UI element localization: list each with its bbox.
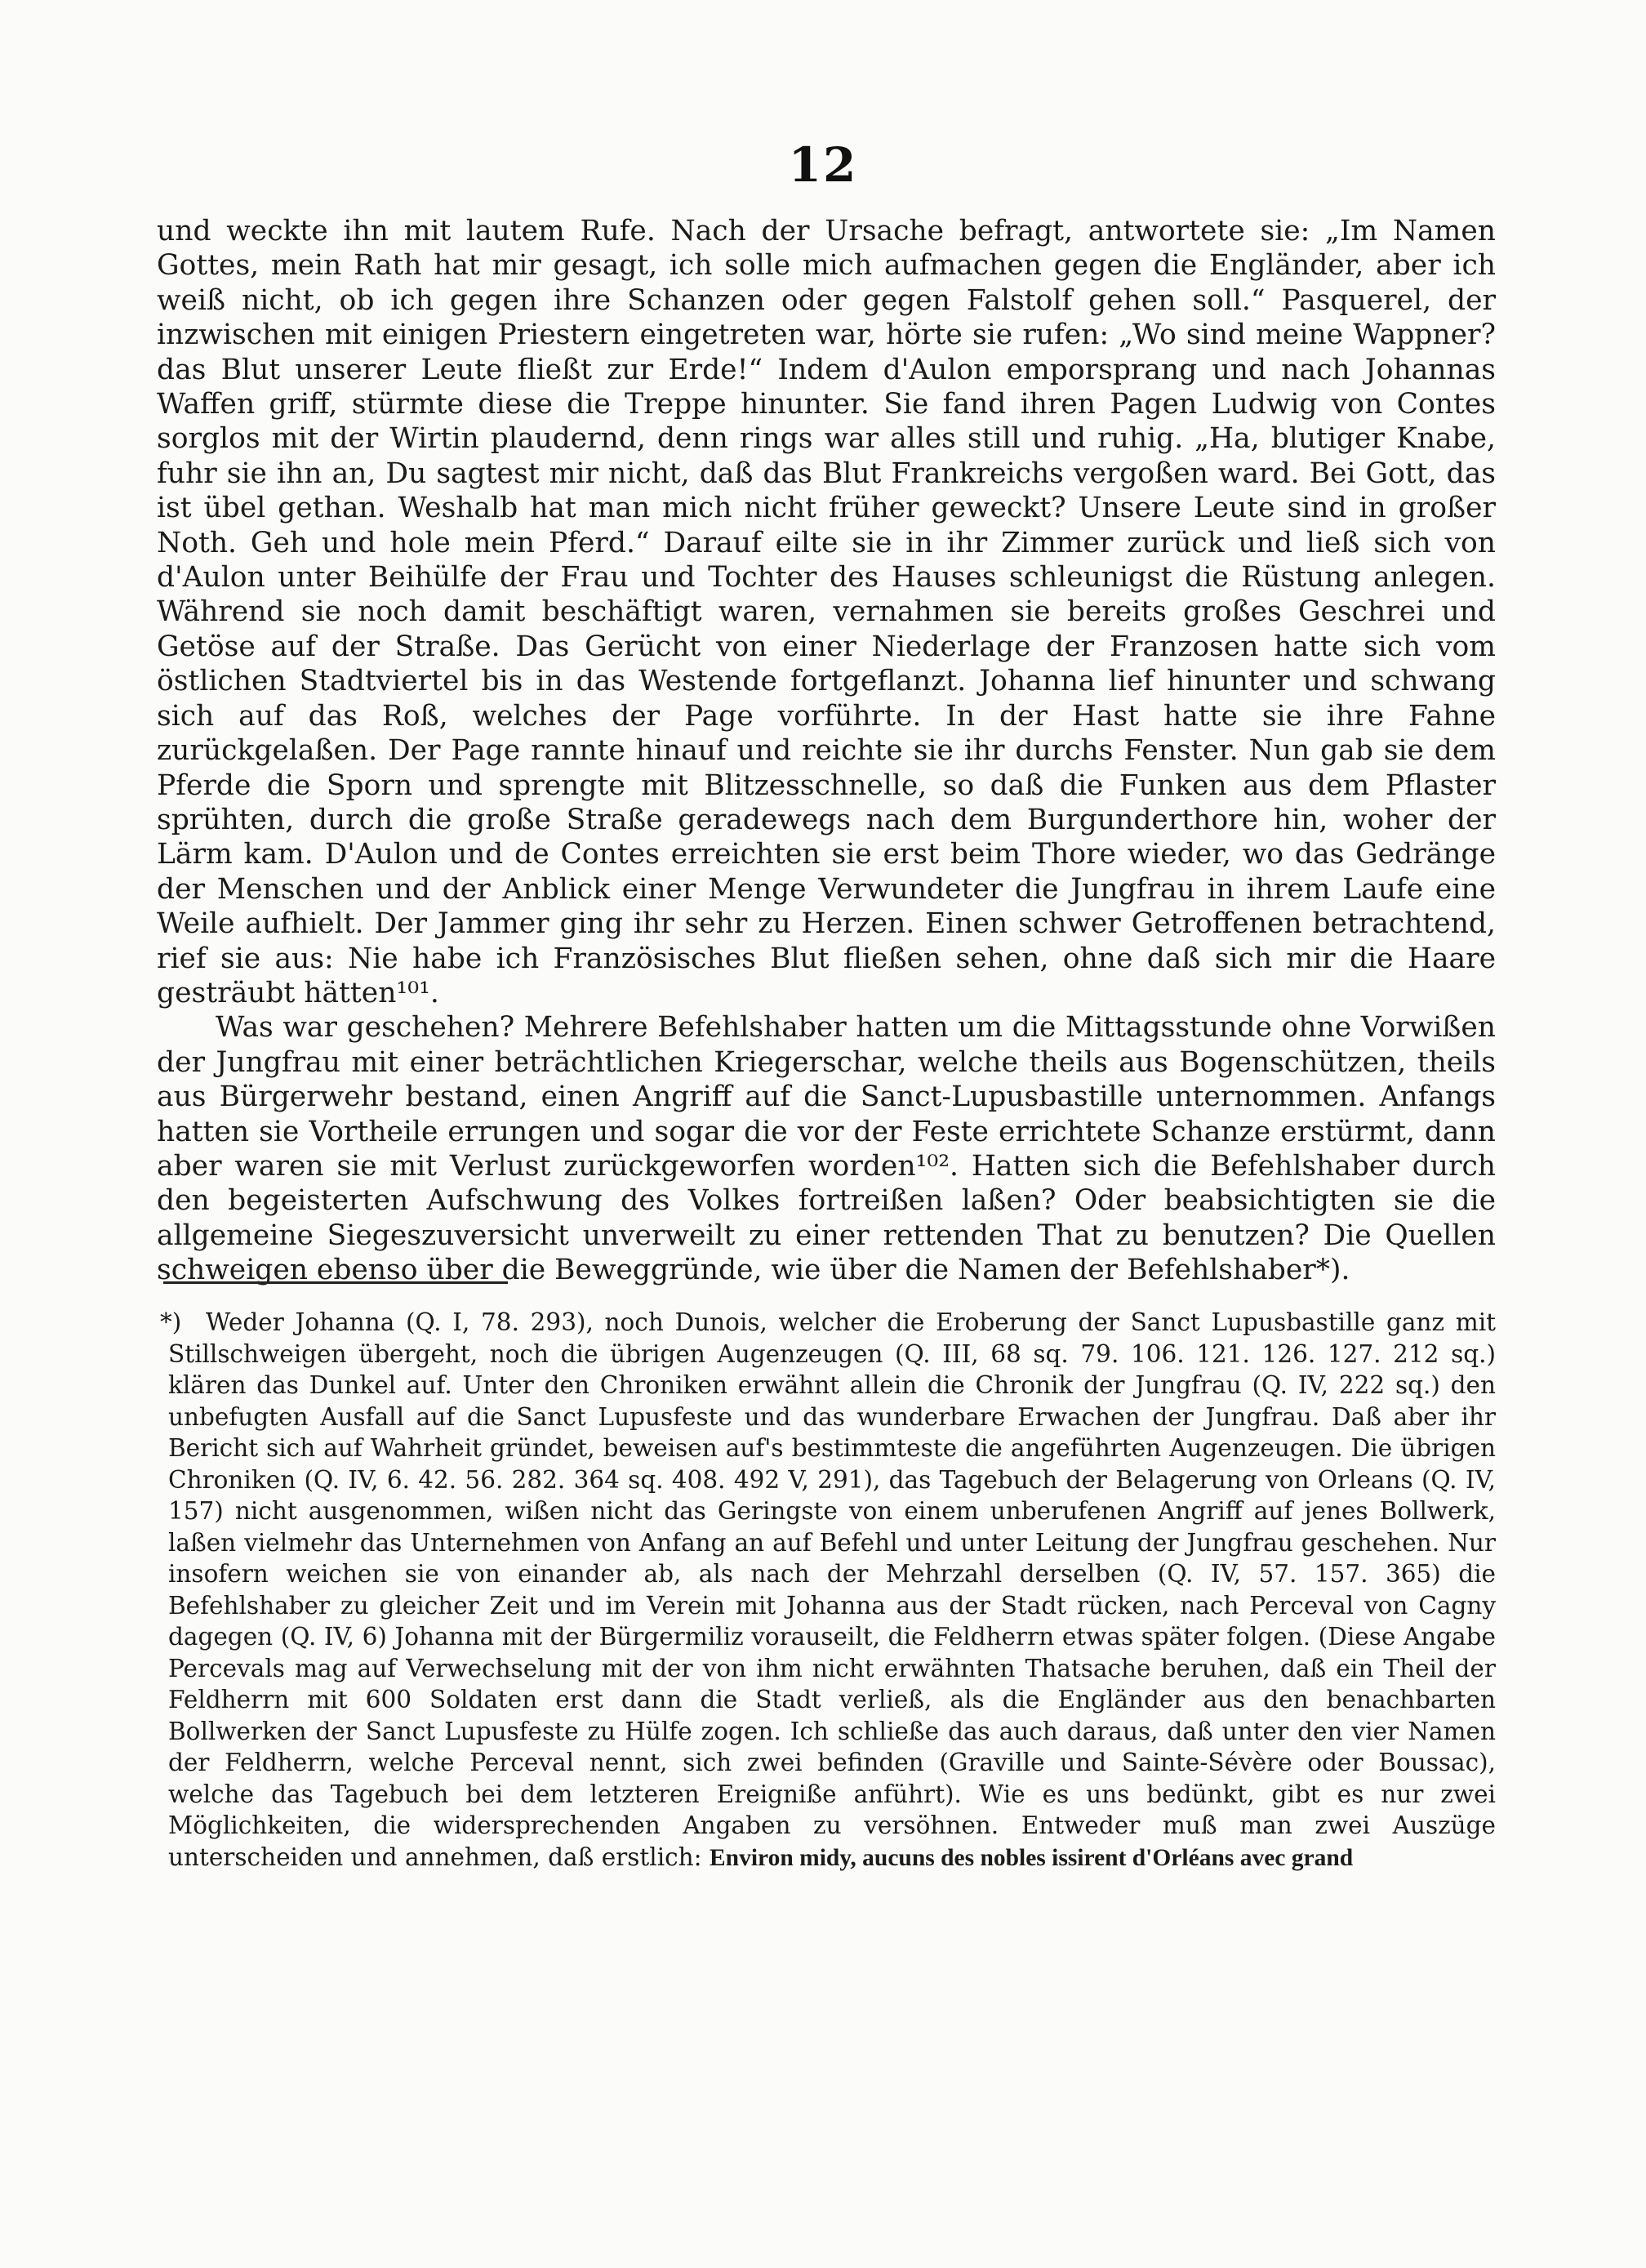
main-text: [157, 214, 1496, 1288]
footnote-text: Weder Johanna (Q. I, 78. 293), noch Dunois, welcher die Eroberung der Sanct Lupusbastille ganz mit Stillschweigen übergeht, noch die übrigen Augenzeugen (Q. III, 68 sq. 79. 106. 121. 126. 127. 212 sq.) klären das Dunkel auf. Unter den Chroniken erwähnt allein die Chronik der Jungfrau (Q. IV, 222 sq.) den unbefugten Ausfall auf die Sanct Lupusfeste und das wunderbare Erwachen der Jungfrau. Daß aber ihr Bericht sich auf Wahrheit gründet, beweisen auf's bestimmteste die angeführten Augenzeugen. Die übrigen Chroniken (Q. IV, 6. 42. 56. 282. 364 sq. 408. 492 V, 291), das Tagebuch der Belagerung von Orleans (Q. IV, 157) nicht ausgenommen, wißen nicht das Geringste von einem unberufenen Angriff auf jenes Bollwerk, laßen vielmehr das Unternehmen von Anfang an auf Befehl und unter Leitung der Jungfrau geschehen. Nur insofern weichen sie von einander ab, als nach der Mehrzahl derselben (Q. IV, 57. 157. 365) die Befehlshaber zu gleicher Zeit und im Verein mit Johanna aus der Stadt rücken, nach Perceval von Cagny dagegen (Q. IV, 6) Johanna mit der Bürgermiliz vorauseilt, die Feldherrn etwas später folgen. (Diese Angabe Percevals mag auf Verwechselung mit der von ihm nicht erwähnten Thatsache beruhen, daß ein Theil der Feldherrn mit 600 Soldaten erst dann die Stadt verließ, als die Engländer aus den benachbarten Bollwerken der Sanct Lupusfeste zu Hülfe zogen. Ich schließe das auch daraus, daß unter den vier Namen der Feldherrn, welche Perceval nennt, sich zwei befinden (Graville und Sainte-Sévère oder Boussac), welche das Tagebuch bei dem letzteren Ereigniße anführt). Wie es uns bedünkt, gibt es nur zwei Möglichkeiten, die widersprechenden Angaben zu versöhnen. Entweder muß man zwei Auszüge unterscheiden und annehmen, daß erstlich:: [168, 1308, 1496, 1871]
footnote-french-quote: Environ midy, aucuns des nobles issirent d'Orléans avec grand: [710, 1844, 1354, 1871]
paragraph: und weckte ihn mit lautem Rufe. Nach der Ursache befragt, antwortete sie: „Im Namen Gottes, mein Rath hat mir gesagt, ich solle mich aufmachen gegen die Engländer, aber ich weiß nicht, ob ich gegen ihre Schanzen oder gegen Falstolf gehen soll.“ Pasquerel, der inzwischen mit einigen Priestern eingetreten war, hörte sie rufen: „Wo sind meine Wappner? das Blut unserer Leute fließt zur Erde!“ Indem d'Aulon emporsprang und nach Johannas Waffen griff, stürmte diese die Treppe hinunter. Sie fand ihren Pagen Ludwig von Contes sorglos mit der Wirtin plaudernd, denn rings war alles still und ruhig. „Ha, blutiger Knabe, fuhr sie ihn an, Du sagtest mir nicht, daß das Blut Frankreichs vergoßen ward. Bei Gott, das ist übel gethan. Weshalb hat man mich nicht früher geweckt? Unsere Leute sind in großer Noth. Geh und hole mein Pferd.“ Darauf eilte sie in ihr Zimmer zurück und ließ sich von d'Aulon unter Beihülfe der Frau und Tochter des Hauses schleunigst die Rüstung anlegen. Während sie noch damit beschäftigt waren, vernahmen sie bereits großes Geschrei und Getöse auf der Straße. Das Gerücht von einer Niederlage der Franzosen hatte sich vom östlichen Stadtviertel bis in das Westende fortgeflanzt. Johanna lief hinunter und schwang sich auf das Roß, welches der Page vorführte. In der Hast hatte sie ihre Fahne zurückgelaßen. Der Page rannte hinauf und reichte sie ihr durchs Fenster. Nun gab sie dem Pferde die Sporn und sprengte mit Blitzesschnelle, so daß die Funken aus dem Pflaster sprühten, durch die große Straße geradewegs nach dem Burgunderthore hin, woher der Lärm kam. D'Aulon und de Contes erreichten sie erst beim Thore wieder, wo das Gedränge der Menschen und der Anblick einer Menge Verwundeter die Jungfrau in ihrem Laufe eine Weile aufhielt. Der Jammer ging ihr sehr zu Herzen. Einen schwer Getroffenen betrachtend, rief sie aus: Nie habe ich Französisches Blut fließen sehen, ohne daß sich mir die Haare gesträubt hätten¹⁰¹.: [157, 215, 1496, 1009]
page-number: 12: [788, 137, 858, 193]
footnote: [160, 1307, 1496, 1874]
paragraph: Was war geschehen? Mehrere Befehlshaber hatten um die Mittagsstunde ohne Vorwißen der Jungfrau mit einer beträchtlichen Kriegerschar, welche theils aus Bogenschützen, theils aus Bürgerwehr bestand, einen Angriff auf die Sanct-Lupusbastille unternommen. Anfangs hatten sie Vortheile errungen und sogar die vor der Feste errichtete Schanze erstürmt, dann aber waren sie mit Verlust zurückgeworfen worden¹⁰². Hatten sich die Befehlshaber durch den begeisterten Aufschwung des Volkes fortreißen laßen? Oder beabsichtigten sie die allgemeine Siegeszuversicht unverweilt zu einer rettenden That zu benutzen? Die Quellen schweigen ebenso über die Beweggründe, wie über die Namen der Befehlshaber*).: [157, 1011, 1496, 1287]
footnote-separator: [163, 1281, 508, 1284]
footnote-marker: *): [160, 1308, 182, 1336]
